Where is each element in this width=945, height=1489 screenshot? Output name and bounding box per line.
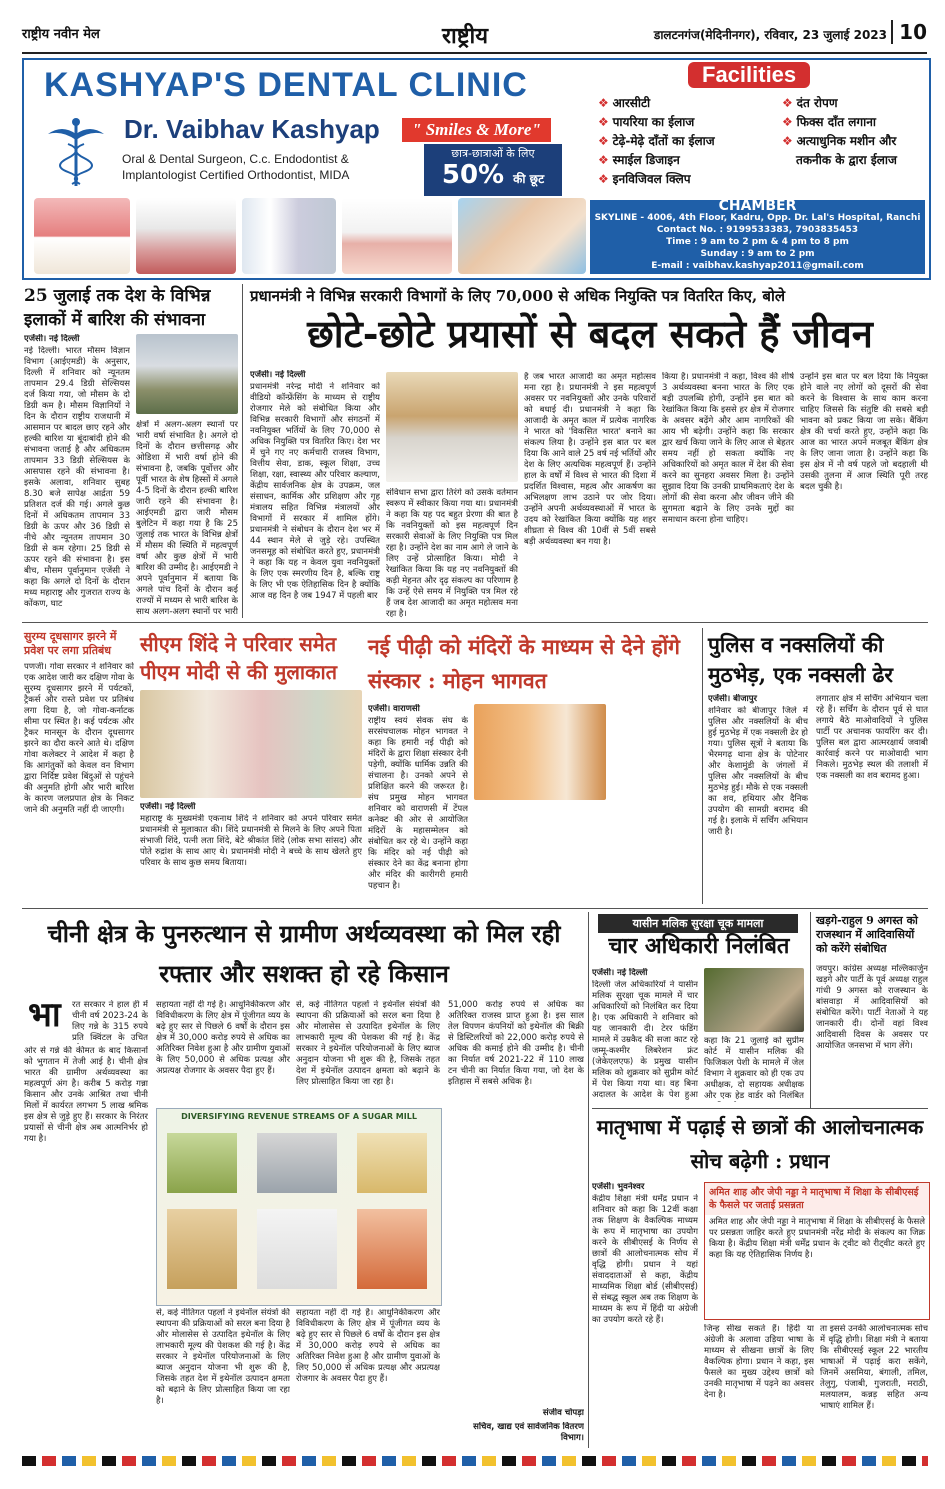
yasin-body: दिल्ली जेल अधिकारियों ने यासीन मलिक सुरक्षा चूक मामले में चार अधिकारियों को निलंबित कर दिया है। एक अधिकारी ने शनिवार को यह जानकारी दी। टेरर फंडिंग मामले में उम्रकैद की सजा काट रहे जम्मू-कश्मीर लिबरेशन फ्रंट (जेकेएलएफ) के प्रमुख यासीन मलिक को शुक्रवार को सुप्रीम कोर्ट में पेश किया गया था। वह बिना अदालत के आदेश के पेश हुआ [592,980,698,1100]
yasin-body-2: कहा कि 21 जुलाई को सुप्रीम कोर्ट में यासीन मलिक की फिजिकल पेशी के मामले में जेल विभाग ने शुक्रवार को ही एक उप अधीक्षक, दो सहायक अधीक्षक और एक हेड वार्डर को निलंबित [704,1036,804,1101]
china-body-4: से, कई नीतिगत पहलों ने इथेनॉल संयंत्रों की स्थापना की प्रक्रियाओं को सरल बना दिया है और मोलासेस से उत्पादित इथेनॉल के लिए लाभकारी मूल्य की पेशकश की गई है। केंद्र सरकार ने इथेनॉल परियोजनाओं के लिए ब्याज अनुदान योजना भी शुरू की है, जिसके तहत देश में इथेनॉल उत्पादन क्षमता को बढ़ाने के लिए प्रोत्साहित किया जा रहा है। [296,1000,440,1087]
pm-body-3: है जब भारत आजादी का अमृत महोत्सव मना रहा है। प्रधानमंत्री ने इस महत्वपूर्ण अवसर पर नवनियुक्तों और उनके परिवारों को बधाई दी। प्रधानमंत्री ने कहा कि आजादी के अमृत काल में प्रत्येक नागरिक ने भारत को 'विकसित भारत' बनाने का संकल्प लिया है। उन्होंने इस बात पर बल दिया कि आने वाले 25 वर्ष नई भर्तियों और देश के लिए अत्यधिक महत्वपूर्ण हैं। उन्होंने हाल के वर्षों में विश्व से भारत की दिशा में प्रदर्शित विश्वास, महत्व और आकर्षण का अभिलक्षण लाभ उठाने पर जोर दिया। उन्होंने अपनी अर्थव्यवस्थाओं में भारत के उदय को रेखांकित किया क्योंकि यह शहर शीघ्रता से विश्व की 10वीं से 5वीं सबसे बड़ी अर्थव्यवस्था बन गया है। [524,372,656,547]
implant-photo [242,198,336,274]
rain-headline: 25 जुलाई तक देश के विभिन्न इलाकों में बारिश की संभावना [24,286,211,330]
rain-credit: एजेंसी। नई दिल्ली [24,334,80,344]
diamond-icon: ❖ [598,96,609,110]
box-title: अमित शाह और जेपी नड्डा ने मातृभाषा में शिक्षा के सीबीएसई के फैसले पर जताई प्रसन्नता [705,1183,929,1215]
facility-item: ❖ अत्याधुनिक मशीन और [782,134,897,148]
column-divider [242,284,243,618]
registration-color-bar [22,1456,928,1466]
pm-headline: छोटे-छोटे प्रयासों से बदल सकते हैं जीवन [307,311,873,356]
rain-body-1: नई दिल्ली। भारत मौसम विज्ञान विभाग (आईएमडी) के अनुसार, दिल्ली में शनिवार को न्यूनतम तापमान 29.4 डिग्री सेल्सियस दर्ज किया गया, जो मौसम के दो डिग्री कम है। मौसम विज्ञानियों ने दिन के दौरान राष्ट्रीय राजधानी में आसमान पर बादल छाए रहने और हल्की बारिश या बूंदाबांदी होने की संभावना जताई है और अधिकतम तापमान 33 डिग्री सेल्सियस के आसपास रहने की संभावना है। इसके अलावा, शनिवार सुबह 8.30 बजे सापेक्ष आर्द्रता 59 प्रतिशत दर्ज की गई। अगले कुछ दिनों में अधिकतम तापमान 33 डिग्री के ऊपर और 36 डिग्री से नीचे और न्यूनतम तापमान 30 डिग्री से कम रहेगा। 25 डिग्री से ऊपर रहने की संभावना है। इस बीच, मौसम पूर्वानुमान एजेंसी ने कहा कि अगले दो दिनों के दौरान मध्य महाराष्ट्र और गुजरात राज्य के कोंकण, घाट [24,346,130,609]
pm-body-5: उन्होंने इस बात पर बल दिया कि नियुक्त होने वाले नए लोगों को दूसरों की सेवा करने के विश्वास के साथ काम करना चाहिए जिससे कि संतुष्टि की सबसे बड़ी भावना को प्रकट किया जा सके। बैंकिंग क्षेत्र की चर्चा करते हुए, उन्होंने कहा कि आज का भारत अपने मजबूत बैंकिंग क्षेत्र के लिए जाना जाता है। उन्होंने कहा कि इस क्षेत्र में नौ वर्ष पहले जो बदहाली थी उसकी तुलना में आज स्थिति पूरी तरह बदल चुकी है। [800,372,928,492]
molasses-image [167,1209,237,1289]
pm-body-4: किया है। प्रधानमंत्री ने कहा, विश्व की शीर्ष 3 अर्थव्यवस्था बनना भारत के लिए एक बड़ी उपलब्धि होगी, उन्होंने इस बात को रेखांकित किया कि इससे हर क्षेत्र में रोजगार के अवसर बढ़ेंगे और आम नागरिकों की आय भी बढ़ेगी। उन्होंने कहा कि सरकार द्वार खर्च किया जाने के लिए आज से बेहतर समय नहीं हो सकता क्योंकि नए अधिकारियों को अमृत काल में देश की सेवा करने का सुनहरा अवसर मिला है। उन्होंने सुझाव दिया कि उनकी प्राथमिकताएं देश के लोगों की सेवा करना और जीवन जीने की सुगमता बढ़ाने के लिए उनके मुद्दों का समाधान करना होना चाहिए। [662,372,794,525]
china-byline: संजीव चोपड़ा [542,1408,584,1418]
column-divider [810,912,811,1108]
page-number: 10 [891,20,927,44]
box-body: अमित शाह और जेपी नड्डा ने मातृभाषा में शिक्षा के सीबीएसई के फैसले पर प्रसन्नता जाहिर करते हुए प्रधानमंत्री नरेंद्र मोदी के संकल्प का जिक्र किया है। केंद्रीय शिक्षा मंत्री धर्मेंद्र प्रधान के ट्वीट को रीट्वीट करते हुए कहा कि यह ऐतिहासिक निर्णय है। [709,1217,925,1260]
bhagwat-credit: एजेंसी। वाराणसी [368,704,420,714]
china-body-7: 51,000 करोड़ रुपये से अधिक का अतिरिक्त राजस्व प्राप्त हुआ है। इस साल तेल विपणन कंपनियों को इथेनॉल की बिक्री से डिस्टिलरियों को 22,000 करोड़ रुपये से अधिक की कमाई होने की उम्मीद है। चीनी का निर्यात वर्ष 2021-22 में 110 लाख टन चीनी का निर्यात किया गया, जो देश के इतिहास में सबसे अधिक है। [448,1000,584,1087]
denture-photo [34,198,130,274]
newspaper-name: राष्ट्रीय नवीन मेल [22,27,100,42]
shinde-photo [140,690,362,798]
bhagwat-headline: नई पीढ़ी को मंदिरों के माध्यम से देने होंगे संस्कार : मोहन भागवत [368,634,680,693]
diamond-icon: ❖ [782,115,793,129]
section-divider [22,622,928,623]
chamber-email: E-mail : vaibhav.kashyap2011@gmail.com [651,261,864,271]
diamond-icon: ❖ [598,153,609,167]
yasin-headline: चार अधिकारी निलंबित [608,933,790,959]
doctor-qualification-2: Implantologist Certified Orthodontist, MIDA [122,168,350,182]
masthead [22,18,927,54]
naxal-credit: एजेंसी। बीजापुर [708,694,758,704]
facility-item: ❖ इनविजिवल क्लिप [598,172,691,186]
goa-headline: सुरम्य दूधसागर झरने में प्रवेश पर लगा प्रतिबंध [24,630,117,657]
mother-headline: मातृभाषा में पढ़ाई से छात्रों की आलोचनात्मक सोच बढ़ेगी : प्रधान [596,1115,924,1173]
sugarcane-image [167,1133,237,1193]
diamond-icon: ❖ [598,172,609,186]
china-body-2: ओर से गन्ने की कीमत के बाद किसानों को भुगतान में तेजी आई है। चीनी क्षेत्र भारत की ग्रामीण अर्थव्यवस्था का महत्वपूर्ण अंग है। करीब 5 करोड़ गन्ना किसान और उनके आश्रित तथा चीनी मिलों में कार्यरत लगभग 5 लाख श्रमिक इस क्षेत्र से जुड़े हुए हैं। सरकार के निरंतर प्रयासों से चीनी क्षेत्र अब आत्मनिर्भर हो गया है। [24,1046,148,1144]
offer-percent: 50% [441,160,505,190]
chamber-address: SKYLINE - 4006, 4th Floor, Kadru, Opp. Dr. Lal's Hospital, Ranchi [594,213,921,223]
pm-body-1: प्रधानमंत्री नरेन्द्र मोदी ने शनिवार को वीडियो कॉन्फ्रेंसिंग के माध्यम से राष्ट्रीय रोजगार मेले को संबोधित किया और विभिन्न सरकारी विभागों और संगठनों में नवनियुक्त भर्तियों के लिए 70,000 से अधिक नियुक्ति पत्र वितरित किए। देश भर में चुने गए नए कर्मचारी राजस्व विभाग, वित्तीय सेवा, डाक, स्कूल शिक्षा, उच्च शिक्षा, रक्षा, स्वास्थ्य और परिवार कल्याण, केंद्रीय सार्वजनिक क्षेत्र के उपक्रम, जल संसाधन, कार्मिक और प्रशिक्षण और गृह मंत्रालय सहित विभिन्न मंत्रालयों और विभागों में सरकार में शामिल होंगे। प्रधानमंत्री ने संबोधन के दौरान देश भर में 44 स्थान मेले से जुड़े रहे। उपस्थित जनसमूह को संबोधित करते हुए, प्रधानमंत्री ने कहा कि यह न केवल युवा नवनियुक्तों के लिए एक स्मरणीय दिन है, बल्कि राष्ट्र के लिए भी एक ऐतिहासिक दिन है क्योंकि आज वह दिन है जब 1947 में पहली बार [250,382,380,601]
sugar-mill-image [257,1133,337,1193]
goa-body: पणजी। गोवा सरकार ने शनिवार को एक आदेश जारी कर दक्षिण गोवा के सुरम्य दूधसागर झरने में पर्यटकों, ट्रैकर्स और रास्ते प्रवेश पर प्रतिबंध लगा दिया है, जो गोवा-कर्नाटक सीमा पर स्थित है। कई पर्यटक और ट्रैकर मानसून के दौरान दूधसागर झरने का दौरा करने आते थे। दक्षिण गोवा कलेक्टर ने आदेश में कहा है कि आगंतुकों को केवल वन विभाग द्वारा निर्दिष्ट प्रवेश बिंदुओं से पहुंचने की अनुमति होगी और भारी बारिश के कारण जलप्रपात क्षेत्र के निकट जाने की अनुमति नहीं दी जाएगी। [24,662,134,815]
chamber-time: Time : 9 am to 2 pm & 4 pm to 8 pm [666,237,849,247]
pm-photo [386,372,518,482]
naxal-body: शनिवार को बीजापुर जिले में पुलिस और नक्सलियों के बीच हुई मुठभेड़ में एक नक्सली ढेर हो गया। पुलिस सूत्रों ने बताया कि भैरमगढ़ थाना क्षेत्र के पोटेनार और केशामुंडी के जंगलों में पुलिस और नक्सलियों के बीच मुठभेड़ हुई। मौके से एक नक्सली का शव, हथियार और दैनिक उपयोग की सामग्री बरामद की गई है। इलाके में सर्चिंग अभियान जारी है। [708,706,808,837]
china-headline: चीनी क्षेत्र के पुनरुत्थान से ग्रामीण अर्थव्यवस्था को मिल रही रफ्तार और सशक्त हो रहे किसान [47,919,561,988]
chamber-contact: Contact No. : 9199533383, 7903835453 [656,225,859,235]
facility-item: ❖ फिक्स दाँत लगाना [782,115,876,129]
section-title: राष्ट्रीय [442,23,489,49]
shinde-credit: एजेंसी। नई दिल्ली [140,802,196,812]
shinde-headline: सीएम शिंदे ने परिवार समेत पीएम मोदी से की मुलाकात [140,632,338,684]
section-divider [592,1108,928,1109]
china-body-5: से, कई नीतिगत पहलों ने इथेनॉल संयंत्रों की स्थापना की प्रक्रियाओं को सरल बना दिया है और मोलासेस से उत्पादित इथेनॉल के लिए लाभकारी मूल्य की पेशकश की गई है। केंद्र सरकार ने इथेनॉल परियोजनाओं के लिए ब्याज अनुदान योजना भी शुरू की है, जिसके तहत देश में इथेनॉल उत्पादन क्षमता को बढ़ाने के लिए प्रोत्साहित किया जा रहा है। [156,1308,290,1406]
shah-nadda-box [704,1182,930,1320]
facilities-list-right [782,94,897,170]
braces-photo [342,198,452,274]
pm-body-2: संविधान सभा द्वारा तिरंगे को उसके वर्तमान स्वरूप में स्वीकार किया गया था। प्रधानमंत्री ने कहा कि यह पद बहुत प्रेरणा की बात है कि नवनियुक्तों को इस महत्वपूर्ण दिन सरकारी सेवाओं के लिए नियुक्ति पत्र मिल रहा है। उन्होंने देश का नाम आगे ले जाने के लिए उन्हें प्रोत्साहित किया। मोदी ने रेखांकित किया कि यह नए नवनियुक्तों की कड़ी मेहनत और दृढ़ संकल्प का परिणाम है कि उन्हें ऐसे समय में नियुक्ति पत्र मिल रहे हैं जब देश आजादी का अमृत महोत्सव मना रहा है। [386,488,518,618]
mother-body-2: जिन्ह सीख सकते हैं। हिंदी या अंग्रेजी के अलावा उड़िया भाषा के माध्यम से सीखना छात्रों के लिए वैकल्पिक होगा। प्रधान ने कहा, इस फैसले का मुख्य उद्देश्य छात्रों को उनकी मातृभाषा में पढ़ने का अवसर देना है। [704,1324,814,1400]
shinde-body: महाराष्ट्र के मुख्यमंत्री एकनाथ शिंदे ने शनिवार को अपने परिवार समेत प्रधानमंत्री से मुलाकात की। शिंदे प्रधानमंत्री से मिलने के लिए अपने पिता संभाजी शिंदे, पत्नी लता शिंदे, बेटे श्रीकांत शिंदे (लोक सभा सांसद) और पोते रुद्रांश के साथ आए थे। प्रधानमंत्री मोदी ने बच्चे के साथ खेलते हुए परिवार के साथ कुछ समय बिताया। [140,814,362,868]
infographic-caption: DIVERSIFYING REVENUE STREAMS OF A SUGAR MILL [181,1112,417,1121]
doctor-qualification-1: Oral & Dental Surgeon, C.c. Endodontist & [122,152,349,166]
child-patient-photo [458,198,586,274]
china-dropcap: भा [28,995,61,1035]
chamber-title: CHAMBER [718,198,797,214]
facility-item: ❖ दंत रोपण [782,96,838,110]
naxal-body-2: लगातार क्षेत्र में सर्चिंग अभियान चला रहे हैं। सर्चिंग के दौरान पूर्व से घात लगाये बैठे माओवादियों ने पुलिस पार्टी पर अचानक फायरिंग कर दी। पुलिस बल द्वारा आत्मरक्षार्थ जवाबी कार्रवाई करने पर माओवादी भाग निकले। मुठभेड़ स्थल की तलाशी में एक नक्सली का शव बरामद हुआ। [816,694,928,781]
kharge-body: जयपुर। कांग्रेस अध्यक्ष मल्लिकार्जुन खड़गे और पार्टी के पूर्व अध्यक्ष राहुल गांधी 9 अगस्त को राजस्थान के बांसवाड़ा में आदिवासियों को संबोधित करेंगे। पार्टी नेताओं ने यह जानकारी दी। दोनों वहां विश्व आदिवासी दिवस के अवसर पर आयोजित जनसभा में भाग लेंगे। [816,964,928,1051]
china-byline-title: सचिव, खाद्य एवं सार्वजनिक वितरण विभाग। [473,1422,584,1443]
kharge-headline: खड़गे-राहुल 9 अगस्त को राजस्थान में आदिवासियों को करेंगे संबोधित [816,914,918,955]
student-offer-badge [424,144,562,196]
clinic-name: KASHYAP'S DENTAL CLINIC [44,66,528,104]
chamber-sunday: Sunday : 9 am to 2 pm [700,249,815,259]
mother-credit: एजेंसी। भुवनेश्वर [592,1182,645,1192]
naxal-headline: पुलिस व नक्सलियों की मुठभेड़, एक नक्सली ढेर [708,632,894,687]
bagasse-image [357,1133,427,1193]
ethanol-image [357,1209,427,1289]
mother-body: केंद्रीय शिक्षा मंत्री धर्मेंद्र प्रधान ने शनिवार को कहा कि 12वीं कक्षा तक शिक्षण के वैकल्पिक माध्यम के रूप में मातृभाषा का उपयोग करने के सीबीएसई के निर्णय से छात्रों की आलोचनात्मक सोच में वृद्धि होगी। प्रधान ने यहां संवाददाताओं से कहा, केंद्रीय माध्यमिक शिक्षा बोर्ड (सीबीएसई) से संबद्ध स्कूल अब तक शिक्षण के माध्यम के रूप में हिंदी या अंग्रेजी का उपयोग करते रहे हैं। [592,1194,698,1325]
bhagwat-body: राष्ट्रीय स्वयं सेवक संघ के सरसंघचालक मोहन भागवत ने कहा कि हमारी नई पीढ़ी को मंदिरों के द्वारा शिक्षा संस्कार देनी पड़ेगी, क्योंकि धार्मिक उन्नति की संचालना है। उनको अपने से प्रशिक्षित करने की जरूरत है। संघ प्रमुख मोहन भागवत शनिवार को वाराणसी में टेंपल कनेक्ट की ओर से आयोजित मंदिरों के महासम्मेलन को संबोधित कर रहे थे। उन्होंने कहा कि मंदिर को नई पीढ़ी को संस्कार देने का केंद्र बनाना होगा और मंदिर की कारीगरी हमारी पहचान है। [368,716,468,891]
china-body-1-lead: रत सरकार ने हाल ही में चीनी वर्ष 2023-24 के लिए गन्ने के 315 रुपये प्रति क्विंटल के उचित [72,1000,148,1043]
diamond-icon: ❖ [598,115,609,129]
pm-credit: एजेंसी। नई दिल्ली [250,370,306,380]
facility-item: तकनीक के द्वारा ईलाज [796,153,897,167]
mother-body-3: ता इससे उनकी आलोचनात्मक सोच में वृद्धि होगी। शिक्षा मंत्री ने बताया कि सीबीएसई स्कूल 22 भारतीय भाषाओं में पढ़ाई करा सकेंगे, जिनमें असमिया, बंगाली, तमिल, तेलुगु, पंजाबी, गुजराती, मराठी, मलयालम, कन्नड़ सहित अन्य भाषाएं शामिल हैं। [820,1324,928,1411]
teeth-model-photo [136,198,236,274]
facility-item: ❖ पायरिया का ईलाज [598,115,695,129]
facility-item: ❖ स्माईल डिजाइन [598,153,680,167]
dental-clinic-ad [22,58,931,280]
yasin-kicker: यासीन मलिक सुरक्षा चूक मामला [598,914,798,933]
facility-item: ❖ टेढ़े-मेढ़े दाँतों का ईलाज [598,134,715,148]
facilities-title: Facilities [688,62,810,88]
diamond-icon: ❖ [782,134,793,148]
diamond-icon: ❖ [598,134,609,148]
rain-photo [136,334,238,414]
offer-suffix: की छूट [513,172,545,186]
facilities-list-left [598,94,715,189]
yasin-photo [704,968,804,1032]
sugar-mill-infographic [156,1108,442,1306]
yasin-credit: एजेंसी। नई दिल्ली [592,968,648,978]
column-divider [702,628,703,904]
doctor-name: Dr. Vaibhav Kashyap [124,114,380,144]
column-divider [588,912,589,1448]
sugar-image [257,1209,337,1289]
facility-item: ❖ आरसीटी [598,96,651,110]
caduceus-icon [44,116,108,188]
pm-kicker: प्रधानमंत्री ने विभिन्न सरकारी विभागों के लिए 70,000 से अधिक नियुक्ति पत्र वितरित किए, बोले [250,287,786,305]
chamber-info [590,200,925,274]
rain-body-2: क्षेत्रों में अलग-अलग स्थानों पर भारी वर्षा संभावित है। अगले दो दिनों के दौरान छत्तीसगढ़ और ओडिशा में भारी वर्षा होने की संभावना है, जबकि पूर्वोत्तर और पूर्वी भारत के शेष हिस्सों में अगले 4-5 दिनों के दौरान हल्की बारिश जारी रहने की संभावना है। आईएमडी द्वारा जारी मौसम बुलेटिन में कहा गया है कि 25 जुलाई तक भारत के विभिन्न क्षेत्रों में मौसम की स्थिति में महत्वपूर्ण वर्षा और कुछ क्षेत्रों में भारी बारिश की उम्मीद है। आईएमडी ने अपने पूर्वानुमान में बताया कि अगले पांच दिनों के दौरान कई राज्यों में मध्यम से भारी बारिश के साथ अलग-अलग स्थानों पर भारी [136,420,238,616]
dateline: डालटनगंज(मेदिनीनगर), रविवार, 23 जुलाई 2023 [653,28,887,42]
bhagwat-photo [474,704,606,800]
china-body-6: सहायता नहीं दी गई है। आधुनिकीकरण और विविधीकरण के लिए क्षेत्र में पूंजीगत व्यय के बढ़े हुए स्तर से पिछले 6 वर्षों के दौरान इस क्षेत्र में 30,000 करोड़ रुपये से अधिक का अतिरिक्त निवेश हुआ है और ग्रामीण युवाओं के लिए 50,000 से अधिक प्रत्यक्ष और अप्रत्यक्ष रोजगार के अवसर पैदा हुए हैं। [296,1308,440,1384]
diamond-icon: ❖ [782,96,793,110]
china-body-3: सहायता नहीं दी गई है। आधुनिकीकरण और विविधीकरण के लिए क्षेत्र में पूंजीगत व्यय के बढ़े हुए स्तर से पिछले 6 वर्षों के दौरान इस क्षेत्र में 30,000 करोड़ रुपये से अधिक का अतिरिक्त निवेश हुआ है और ग्रामीण युवाओं के लिए 50,000 से अधिक प्रत्यक्ष और अप्रत्यक्ष रोजगार के अवसर पैदा हुए हैं। [156,1000,290,1076]
offer-text: छात्र-छात्राओं के लिए [451,147,535,160]
section-divider [22,908,928,909]
tagline-badge: " Smiles & More" [402,118,551,142]
